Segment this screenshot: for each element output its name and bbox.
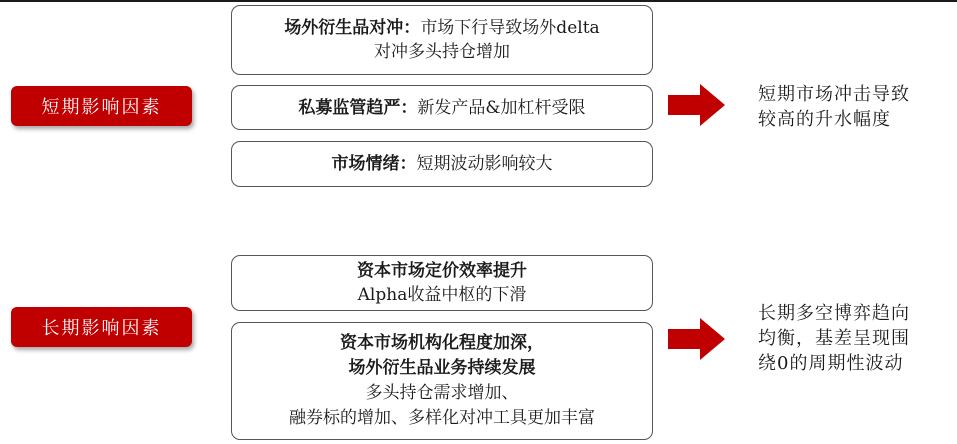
factor-text: 多头持仓需求增加、 <box>365 383 519 403</box>
factor-text: Alpha收益中枢的下滑 <box>357 285 527 305</box>
result-line: 均衡，基差呈现围 <box>758 328 910 349</box>
factor-label: 私募监管趋严： <box>298 97 418 118</box>
factor-text: 对冲多头持仓增加 <box>374 42 510 62</box>
result-line: 绕0的周期性波动 <box>758 353 904 374</box>
factor-text: 新发产品&加杠杆受限 <box>417 97 586 118</box>
factor-box-otc-hedging <box>231 5 653 75</box>
factor-line <box>298 96 585 120</box>
factor-label: 场外衍生品对冲： <box>284 18 421 38</box>
short-term-result <box>758 82 953 132</box>
short-term-tag: 短期影响因素 <box>11 86 192 126</box>
result-line: 长期多空博弈趋向 <box>758 303 910 324</box>
factor-box-institutionalization <box>231 322 653 440</box>
factor-label: 市场情绪： <box>331 154 417 174</box>
factor-text: 短期波动影响较大 <box>416 154 553 174</box>
result-line: 较高的升水幅度 <box>758 109 891 130</box>
factor-heading: 场外衍生品业务持续发展 <box>348 358 536 378</box>
long-term-arrow <box>668 318 726 360</box>
long-term-tag: 长期影响因素 <box>11 307 192 347</box>
result-line: 短期市场冲击导致 <box>758 84 910 105</box>
factor-text: 市场下行导致场外delta <box>420 18 600 38</box>
factor-line <box>332 152 553 176</box>
long-term-result <box>758 301 953 376</box>
factor-box-market-sentiment <box>231 141 653 187</box>
factor-line <box>284 16 599 40</box>
factor-box-pricing-efficiency <box>231 255 653 311</box>
top-rule <box>0 0 957 2</box>
factor-box-private-regulation <box>231 85 653 130</box>
factor-heading: 资本市场机构化程度加深， <box>340 333 544 353</box>
factor-heading: 资本市场定价效率提升 <box>357 261 527 281</box>
factor-text: 融券标的增加、多样化对冲工具更加丰富 <box>289 408 595 428</box>
short-term-arrow <box>668 84 726 126</box>
